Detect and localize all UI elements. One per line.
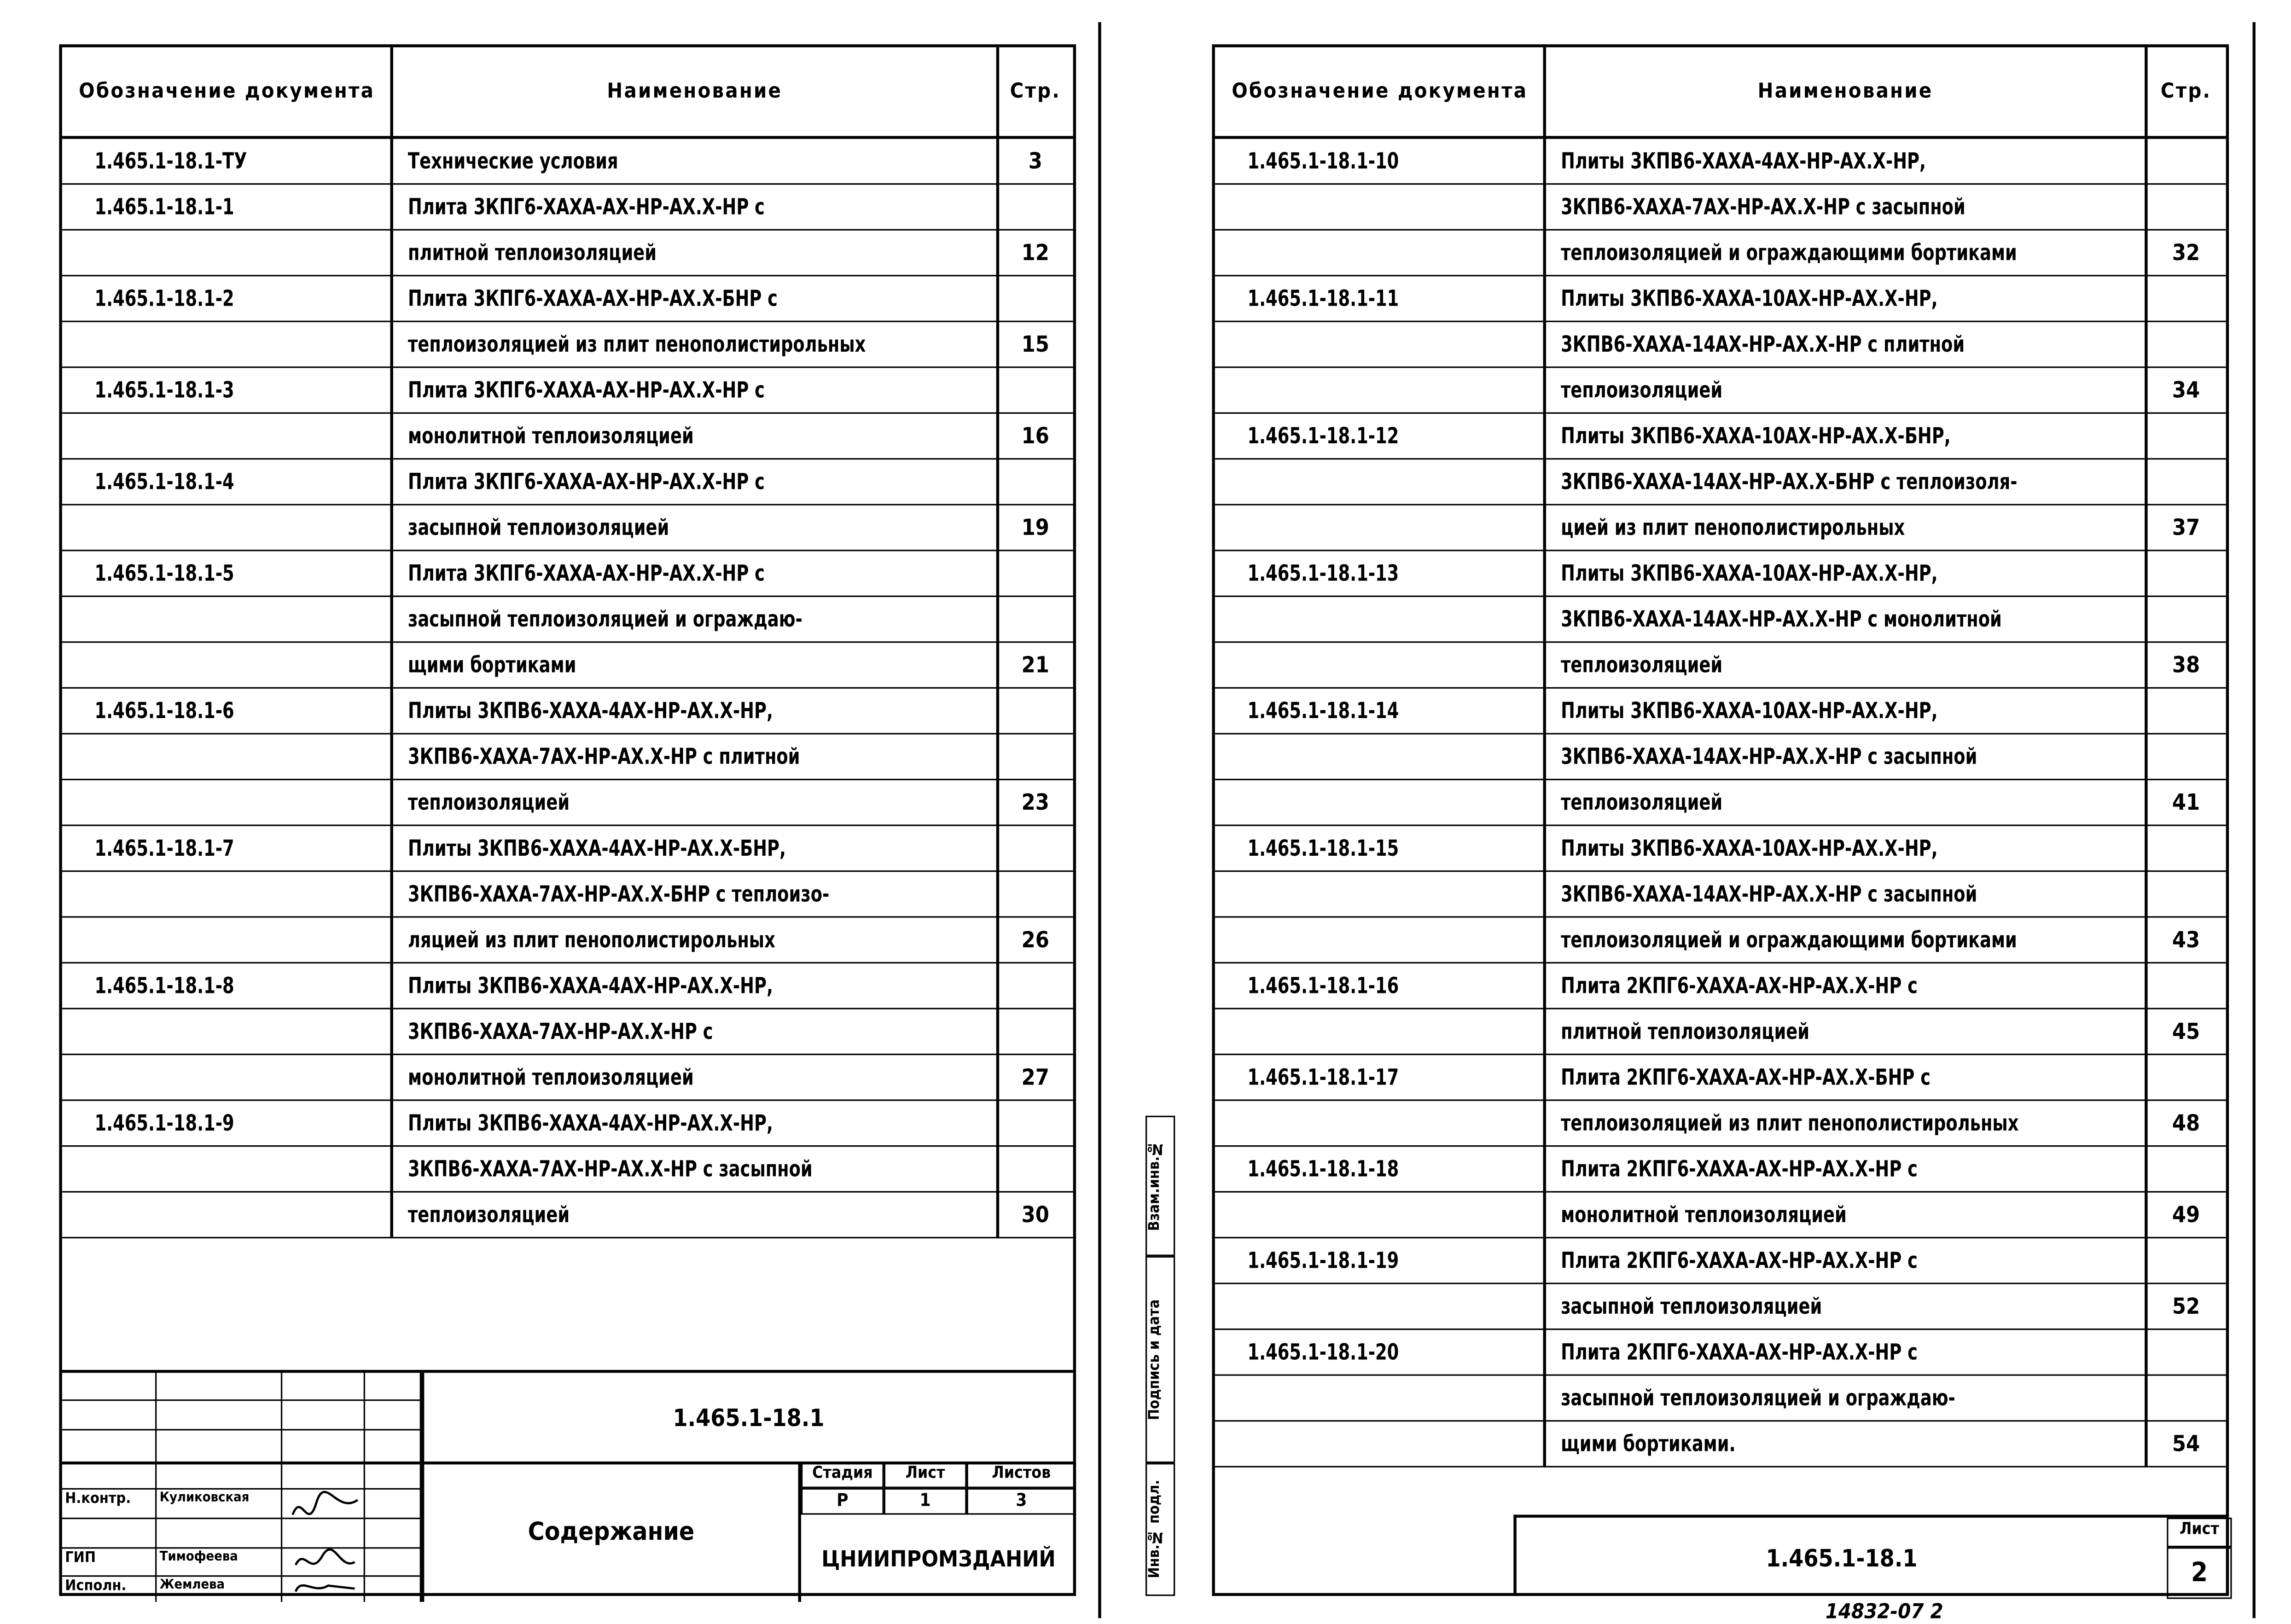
table-row — [62, 322, 1073, 368]
page-number: 26 — [1021, 926, 1049, 953]
table-row — [62, 505, 1073, 551]
document-name-line: ляцией из плит пенополистирольных — [408, 926, 775, 953]
table-row — [62, 414, 1073, 460]
document-code: 1.465.1-18.1-18 — [1247, 1155, 1399, 1183]
document-name-line: 3КПВ6-ХАХА-14АХ-НР-АХ.Х-НР с засыпной — [1561, 743, 1977, 770]
table-row — [1215, 689, 2226, 735]
page-number: 15 — [1021, 331, 1049, 358]
document-code: 1.465.1-18.1-10 — [1247, 148, 1399, 174]
document-name-line: теплоизоляцией из плит пенополистирольных — [408, 331, 866, 358]
document-name-line: теплоизоляцией — [408, 1201, 570, 1228]
table-row — [1215, 551, 2226, 597]
document-name-line: Плита 3КПГ6-ХАХА-АХ-НР-АХ.Х-БНР с — [408, 285, 778, 312]
sheet-number: 2 — [2167, 1547, 2232, 1599]
document-code: 1.465.1-18.1-4 — [94, 468, 234, 495]
document-name-line: плитной теплоизоляцией — [1561, 1018, 1810, 1045]
page-number: 49 — [2172, 1201, 2200, 1228]
document-name-line: 3КПВ6-ХАХА-14АХ-НР-АХ.Х-НР с плитной — [1561, 331, 1965, 358]
document-name-line: Плиты 3КПВ6-ХАХА-4АХ-НР-АХ.Х-НР, — [408, 697, 773, 725]
sheets-label: Листов — [967, 1462, 1076, 1488]
table-row — [1215, 643, 2226, 689]
table-row — [1215, 459, 2226, 505]
table-row — [1215, 826, 2226, 872]
document-name-line: Плиты 3КПВ6-ХАХА-10АХ-НР-АХ.Х-НР, — [1561, 560, 1938, 587]
table-row — [1215, 1330, 2226, 1376]
table-row — [62, 1101, 1073, 1147]
signer-name: Тимофеева — [159, 1550, 238, 1565]
table-row — [62, 780, 1073, 826]
grid-line — [421, 1373, 424, 1462]
header-code: Обозначение документа — [1215, 47, 1545, 139]
document-name-line: засыпной теплоизоляцией — [1561, 1293, 1822, 1320]
table-row — [62, 1009, 1073, 1056]
page-number: 52 — [2172, 1293, 2200, 1320]
document-name-line: монолитной теплоизоляцией — [408, 1064, 694, 1091]
grid — [365, 1373, 421, 1602]
side-stamp-signature-date: Подпись и дата — [1146, 1256, 1175, 1463]
page-number: 23 — [1021, 789, 1049, 816]
page-number: 38 — [2172, 651, 2200, 679]
table-row — [62, 231, 1073, 277]
document-name-line: монолитной теплоизоляцией — [1561, 1201, 1847, 1228]
document-code: 1.465.1-18.1-9 — [94, 1109, 234, 1137]
table-row — [62, 735, 1073, 781]
table-row — [1215, 1238, 2226, 1284]
table-row — [1215, 918, 2226, 964]
title-block — [62, 1370, 1073, 1599]
document-name-line: Плиты 3КПВ6-ХАХА-4АХ-НР-АХ.Х-НР, — [408, 1109, 773, 1137]
document-code: 1.465.1-18.1-3 — [94, 377, 234, 404]
page-number: 19 — [1021, 514, 1049, 541]
left-contents-table — [59, 44, 1076, 1596]
signature-icon — [287, 1488, 364, 1599]
table-row — [62, 597, 1073, 643]
document-name-line: теплоизоляцией и ограждающими бортиками — [1561, 239, 2017, 266]
page-number: 48 — [2172, 1109, 2200, 1137]
document-name-line: Плиты 3КПВ6-ХАХА-4АХ-НР-АХ.Х-НР, — [1561, 148, 1926, 174]
table-row — [62, 185, 1073, 231]
table-row — [1215, 139, 2226, 185]
page-number: 54 — [2172, 1430, 2200, 1457]
document-name-line: 3КПВ6-ХАХА-14АХ-НР-АХ.Х-БНР с теплоизоля- — [1561, 468, 2018, 495]
document-code: 1.465.1-18.1-19 — [1247, 1247, 1399, 1274]
document-designation: 1.465.1-18.1 — [1766, 1544, 1918, 1572]
table-row — [62, 551, 1073, 597]
header-page: Стр. — [998, 47, 1073, 139]
document-name-line: Плита 2КПГ6-ХАХА-АХ-НР-АХ.Х-НР с — [1561, 1155, 1918, 1183]
table-row — [1215, 414, 2226, 460]
document-name-line: засыпной теплоизоляцией и ограждаю- — [1561, 1385, 1955, 1411]
document-name-line: Плита 2КПГ6-ХАХА-АХ-НР-АХ.Х-НР с — [1561, 1339, 1918, 1366]
document-code: 1.465.1-18.1-ТУ — [94, 148, 247, 174]
table-row — [1215, 872, 2226, 918]
document-code: 1.465.1-18.1-13 — [1247, 560, 1399, 587]
document-code: 1.465.1-18.1-6 — [94, 697, 234, 725]
sheet-label: Лист — [2167, 1518, 2232, 1547]
document-code: 1.465.1-18.1-5 — [94, 560, 234, 587]
document-name-line: Плита 2КПГ6-ХАХА-АХ-НР-АХ.Х-БНР с — [1561, 1064, 1931, 1091]
document-name-line: Плиты 3КПВ6-ХАХА-10АХ-НР-АХ.Х-НР, — [1561, 835, 1938, 862]
sheet-edge — [1098, 22, 1101, 1618]
page-number: 27 — [1021, 1064, 1049, 1091]
document-name-line: щими бортиками. — [1561, 1430, 1736, 1457]
page-number: 41 — [2172, 789, 2200, 816]
grid-line — [62, 1518, 421, 1519]
document-name-line: засыпной теплоизоляцией — [408, 514, 669, 541]
table-row — [1215, 1421, 2226, 1467]
table-row — [62, 1147, 1073, 1193]
document-name-line: 3КПВ6-ХАХА-14АХ-НР-АХ.Х-НР с засыпной — [1561, 881, 1977, 908]
page-number: 30 — [1021, 1201, 1049, 1228]
document-code: 1.465.1-18.1-7 — [94, 835, 234, 862]
table-row — [62, 139, 1073, 185]
table-row — [1215, 1193, 2226, 1239]
right-contents-table — [1212, 44, 2229, 1596]
page-number: 37 — [2172, 514, 2200, 541]
grid-line — [62, 1399, 421, 1401]
document-name-line: Плита 2КПГ6-ХАХА-АХ-НР-АХ.Х-НР с — [1561, 972, 1918, 999]
document-name-line: теплоизоляцией — [408, 789, 570, 816]
document-name-line: Плиты 3КПВ6-ХАХА-10АХ-НР-АХ.Х-НР, — [1561, 285, 1938, 312]
signer-role: Исполн. — [65, 1578, 127, 1595]
grid-line — [62, 1547, 421, 1549]
header-name: Наименование — [392, 47, 998, 139]
stage-label: Стадия — [801, 1462, 884, 1488]
table-row — [62, 1193, 1073, 1239]
table-row — [1215, 368, 2226, 414]
document-name-line: плитной теплоизоляцией — [408, 239, 657, 266]
table-row — [1215, 1101, 2226, 1147]
document-name-line: Плита 3КПГ6-ХАХА-АХ-НР-АХ.Х-НР с — [408, 560, 765, 587]
document-code: 1.465.1-18.1-12 — [1247, 423, 1399, 449]
document-name-line: 3КПВ6-ХАХА-7АХ-НР-АХ.Х-БНР с теплоизо- — [408, 881, 830, 908]
document-code: 1.465.1-18.1-11 — [1247, 285, 1399, 312]
document-name-line: 3КПВ6-ХАХА-7АХ-НР-АХ.Х-НР с засыпной — [1561, 193, 1965, 220]
document-name-line: монолитной теплоизоляцией — [408, 423, 694, 449]
document-name-line: теплоизоляцией — [1561, 377, 1723, 404]
document-name-line: Плиты 3КПВ6-ХАХА-4АХ-НР-АХ.Х-НР, — [408, 972, 773, 999]
table-row — [1215, 185, 2226, 231]
footer-number: 14832-07 2 — [1825, 1600, 1943, 1624]
table-row — [1215, 1376, 2226, 1422]
signer-name: Жемлева — [159, 1578, 225, 1593]
page-number: 3 — [1028, 148, 1042, 174]
header-page: Стр. — [2146, 47, 2226, 139]
title-block — [1513, 1515, 2229, 1596]
table-row — [1215, 322, 2226, 368]
grid-line — [62, 1488, 421, 1490]
table-row — [62, 643, 1073, 689]
document-code: 1.465.1-18.1-8 — [94, 972, 234, 999]
table-row — [1215, 780, 2226, 826]
side-stamp-inv-original: Инв.№ подл. — [1146, 1463, 1175, 1596]
table-row — [1215, 276, 2226, 322]
table-row — [62, 826, 1073, 872]
document-code: 1.465.1-18.1-1 — [94, 193, 234, 220]
organization: ЦНИИПРОМЗДАНИЙ — [821, 1545, 1056, 1572]
stage-value: Р — [801, 1488, 884, 1515]
document-name-line: засыпной теплоизоляцией и ограждаю- — [408, 606, 802, 633]
table-row — [62, 689, 1073, 735]
table-row — [1215, 505, 2226, 551]
signer-name: Куликовская — [159, 1491, 250, 1506]
document-name-line: Плиты 3КПВ6-ХАХА-10АХ-НР-АХ.Х-БНР, — [1561, 423, 1951, 449]
page-number: 45 — [2172, 1018, 2200, 1045]
table-row — [62, 872, 1073, 918]
side-stamp-replaced-inv: Взам.инв.№ — [1146, 1116, 1175, 1256]
header-name: Наименование — [1545, 47, 2146, 139]
document-name-line: Плита 3КПГ6-ХАХА-АХ-НР-АХ.Х-НР с — [408, 468, 765, 495]
header-code: Обозначение документа — [62, 47, 392, 139]
grid — [157, 1373, 282, 1602]
table-row — [62, 459, 1073, 505]
sheet-value: 1 — [884, 1488, 967, 1515]
table-row — [62, 276, 1073, 322]
document-code: 1.465.1-18.1-15 — [1247, 835, 1399, 862]
page-number: 43 — [2172, 926, 2200, 953]
page-number: 12 — [1021, 239, 1049, 266]
document-name-line: 3КПВ6-ХАХА-7АХ-НР-АХ.Х-НР с — [408, 1018, 713, 1045]
document-name-line: 3КПВ6-ХАХА-7АХ-НР-АХ.Х-НР с плитной — [408, 743, 800, 770]
document-name-line: Плиты 3КПВ6-ХАХА-4АХ-НР-АХ.Х-БНР, — [408, 835, 786, 862]
document-name-line: щими бортиками — [408, 651, 576, 679]
table-row — [62, 368, 1073, 414]
signer-role: Н.контр. — [65, 1491, 131, 1508]
table-row — [1215, 597, 2226, 643]
document-code: 1.465.1-18.1-17 — [1247, 1064, 1399, 1091]
document-name-line: Плита 3КПГ6-ХАХА-АХ-НР-АХ.Х-НР с — [408, 377, 765, 404]
document-name-line: теплоизоляцией — [1561, 789, 1723, 816]
page-number: 34 — [2172, 377, 2200, 404]
table-row — [1215, 1147, 2226, 1193]
page-number: 21 — [1021, 651, 1049, 679]
grid-line — [62, 1429, 421, 1430]
document-name-line: Плита 3КПГ6-ХАХА-АХ-НР-АХ.Х-НР с — [408, 193, 765, 220]
table-row — [1215, 1009, 2226, 1056]
table-row — [62, 918, 1073, 964]
table-row — [1215, 735, 2226, 781]
table-row — [1215, 1055, 2226, 1101]
document-name-line: Технические условия — [408, 148, 618, 174]
document-name-line: Плита 2КПГ6-ХАХА-АХ-НР-АХ.Х-НР с — [1561, 1247, 1918, 1274]
page-number: 32 — [2172, 239, 2200, 266]
document-code: 1.465.1-18.1-2 — [94, 285, 234, 312]
sheets-value: 3 — [967, 1488, 1076, 1515]
document-name-line: теплоизоляцией и ограждающими бортиками — [1561, 926, 2017, 953]
signer-role: ГИП — [65, 1550, 96, 1566]
grid-line — [62, 1575, 421, 1577]
document-designation: 1.465.1-18.1 — [673, 1403, 825, 1432]
sheet-label: Лист — [884, 1462, 967, 1488]
table-row — [1215, 963, 2226, 1009]
table-row — [62, 963, 1073, 1009]
sheet-title: Содержание — [421, 1462, 801, 1602]
document-code: 1.465.1-18.1-16 — [1247, 972, 1399, 999]
document-name-line: Плиты 3КПВ6-ХАХА-10АХ-НР-АХ.Х-НР, — [1561, 697, 1938, 725]
document-code: 1.465.1-18.1-20 — [1247, 1339, 1399, 1366]
grid — [62, 1373, 157, 1602]
table-row — [1215, 231, 2226, 277]
document-name-line: теплоизоляцией — [1561, 651, 1723, 679]
document-name-line: теплоизоляцией из плит пенополистирольных — [1561, 1109, 2019, 1137]
page-number: 16 — [1021, 423, 1049, 449]
document-name-line: 3КПВ6-ХАХА-7АХ-НР-АХ.Х-НР с засыпной — [408, 1155, 813, 1183]
sheet-edge — [2252, 22, 2255, 1618]
document-name-line: 3КПВ6-ХАХА-14АХ-НР-АХ.Х-НР с монолитной — [1561, 606, 2002, 633]
table-row — [62, 1055, 1073, 1101]
table-row — [1215, 1284, 2226, 1330]
document-code: 1.465.1-18.1-14 — [1247, 697, 1399, 725]
document-name-line: цией из плит пенополистирольных — [1561, 514, 1905, 541]
